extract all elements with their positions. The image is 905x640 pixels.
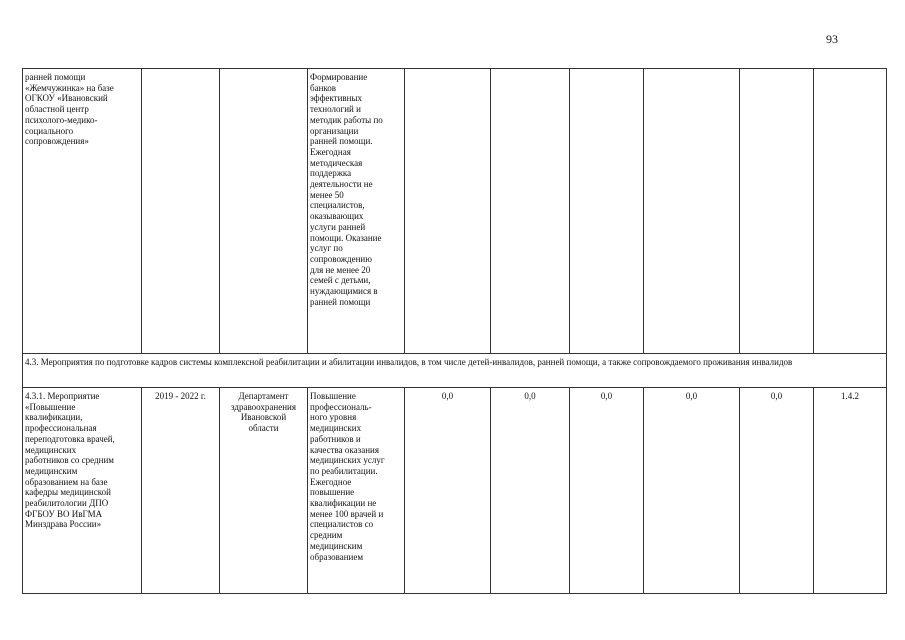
cell-value-empty-5 <box>740 69 814 354</box>
cell-period: 2019 - 2022 г. <box>142 388 220 594</box>
cell-executor: Департамент здравоохранения Ивановской области <box>220 388 308 594</box>
cell-executor-empty <box>220 69 308 354</box>
table-row-4-3-1 <box>23 388 887 594</box>
cell-value-1: 0,0 <box>405 388 491 594</box>
table-row-section <box>23 354 887 388</box>
cell-result-continuation: Формирование банков эффективных технологий и методик работы по организации ранней помощи. Ежегодная методическая поддержка деятельности не менее 50 специалистов, оказывающих услуги ранней помощи. Оказание услуг по сопровождению для не менее 20 семей с детьми, нуждающимися в ранней помощи <box>308 69 405 354</box>
cell-indicator: 1.4.2 <box>814 388 887 594</box>
page-number: 93 <box>826 32 838 46</box>
cell-result: Повышение профессиональ- ного уровня медицинских работников и качества оказания медицинских услуг по реабилитации. Ежегодное повышение квалификации не менее 100 врачей и специалистов со средним медицинским образованием <box>308 388 405 594</box>
cell-value-2: 0,0 <box>491 388 570 594</box>
program-table <box>22 68 887 594</box>
cell-value-3: 0,0 <box>570 388 644 594</box>
cell-value-empty-3 <box>570 69 644 354</box>
cell-value-empty-2 <box>491 69 570 354</box>
cell-value-5: 0,0 <box>740 388 814 594</box>
cell-period-empty <box>142 69 220 354</box>
cell-measure-continuation: ранней помощи «Жемчужинка» на базе ОГКОУ «Ивановский областной центр психолого-медико- социального сопровождения» <box>23 69 142 354</box>
cell-value-empty-4 <box>644 69 740 354</box>
table-row-continuation <box>23 69 887 354</box>
cell-value-empty-1 <box>405 69 491 354</box>
cell-value-4: 0,0 <box>644 388 740 594</box>
section-heading-4-3: 4.3. Мероприятия по подготовке кадров системы комплексной реабилитации и абилитации инвалидов, в том числе детей-инвалидов, ранней помощи, а также сопровождаемого проживания инвалидов <box>23 354 887 388</box>
cell-measure-4-3-1: 4.3.1. Мероприятие «Повышение квалификации, профессиональная переподготовка врачей, медицинских работников со средним медицинским образованием на базе кафедры медицинской реабилитологии ДПО ФГБОУ ВО ИвГМА Минздрава России» <box>23 388 142 594</box>
cell-indicator-empty <box>814 69 887 354</box>
